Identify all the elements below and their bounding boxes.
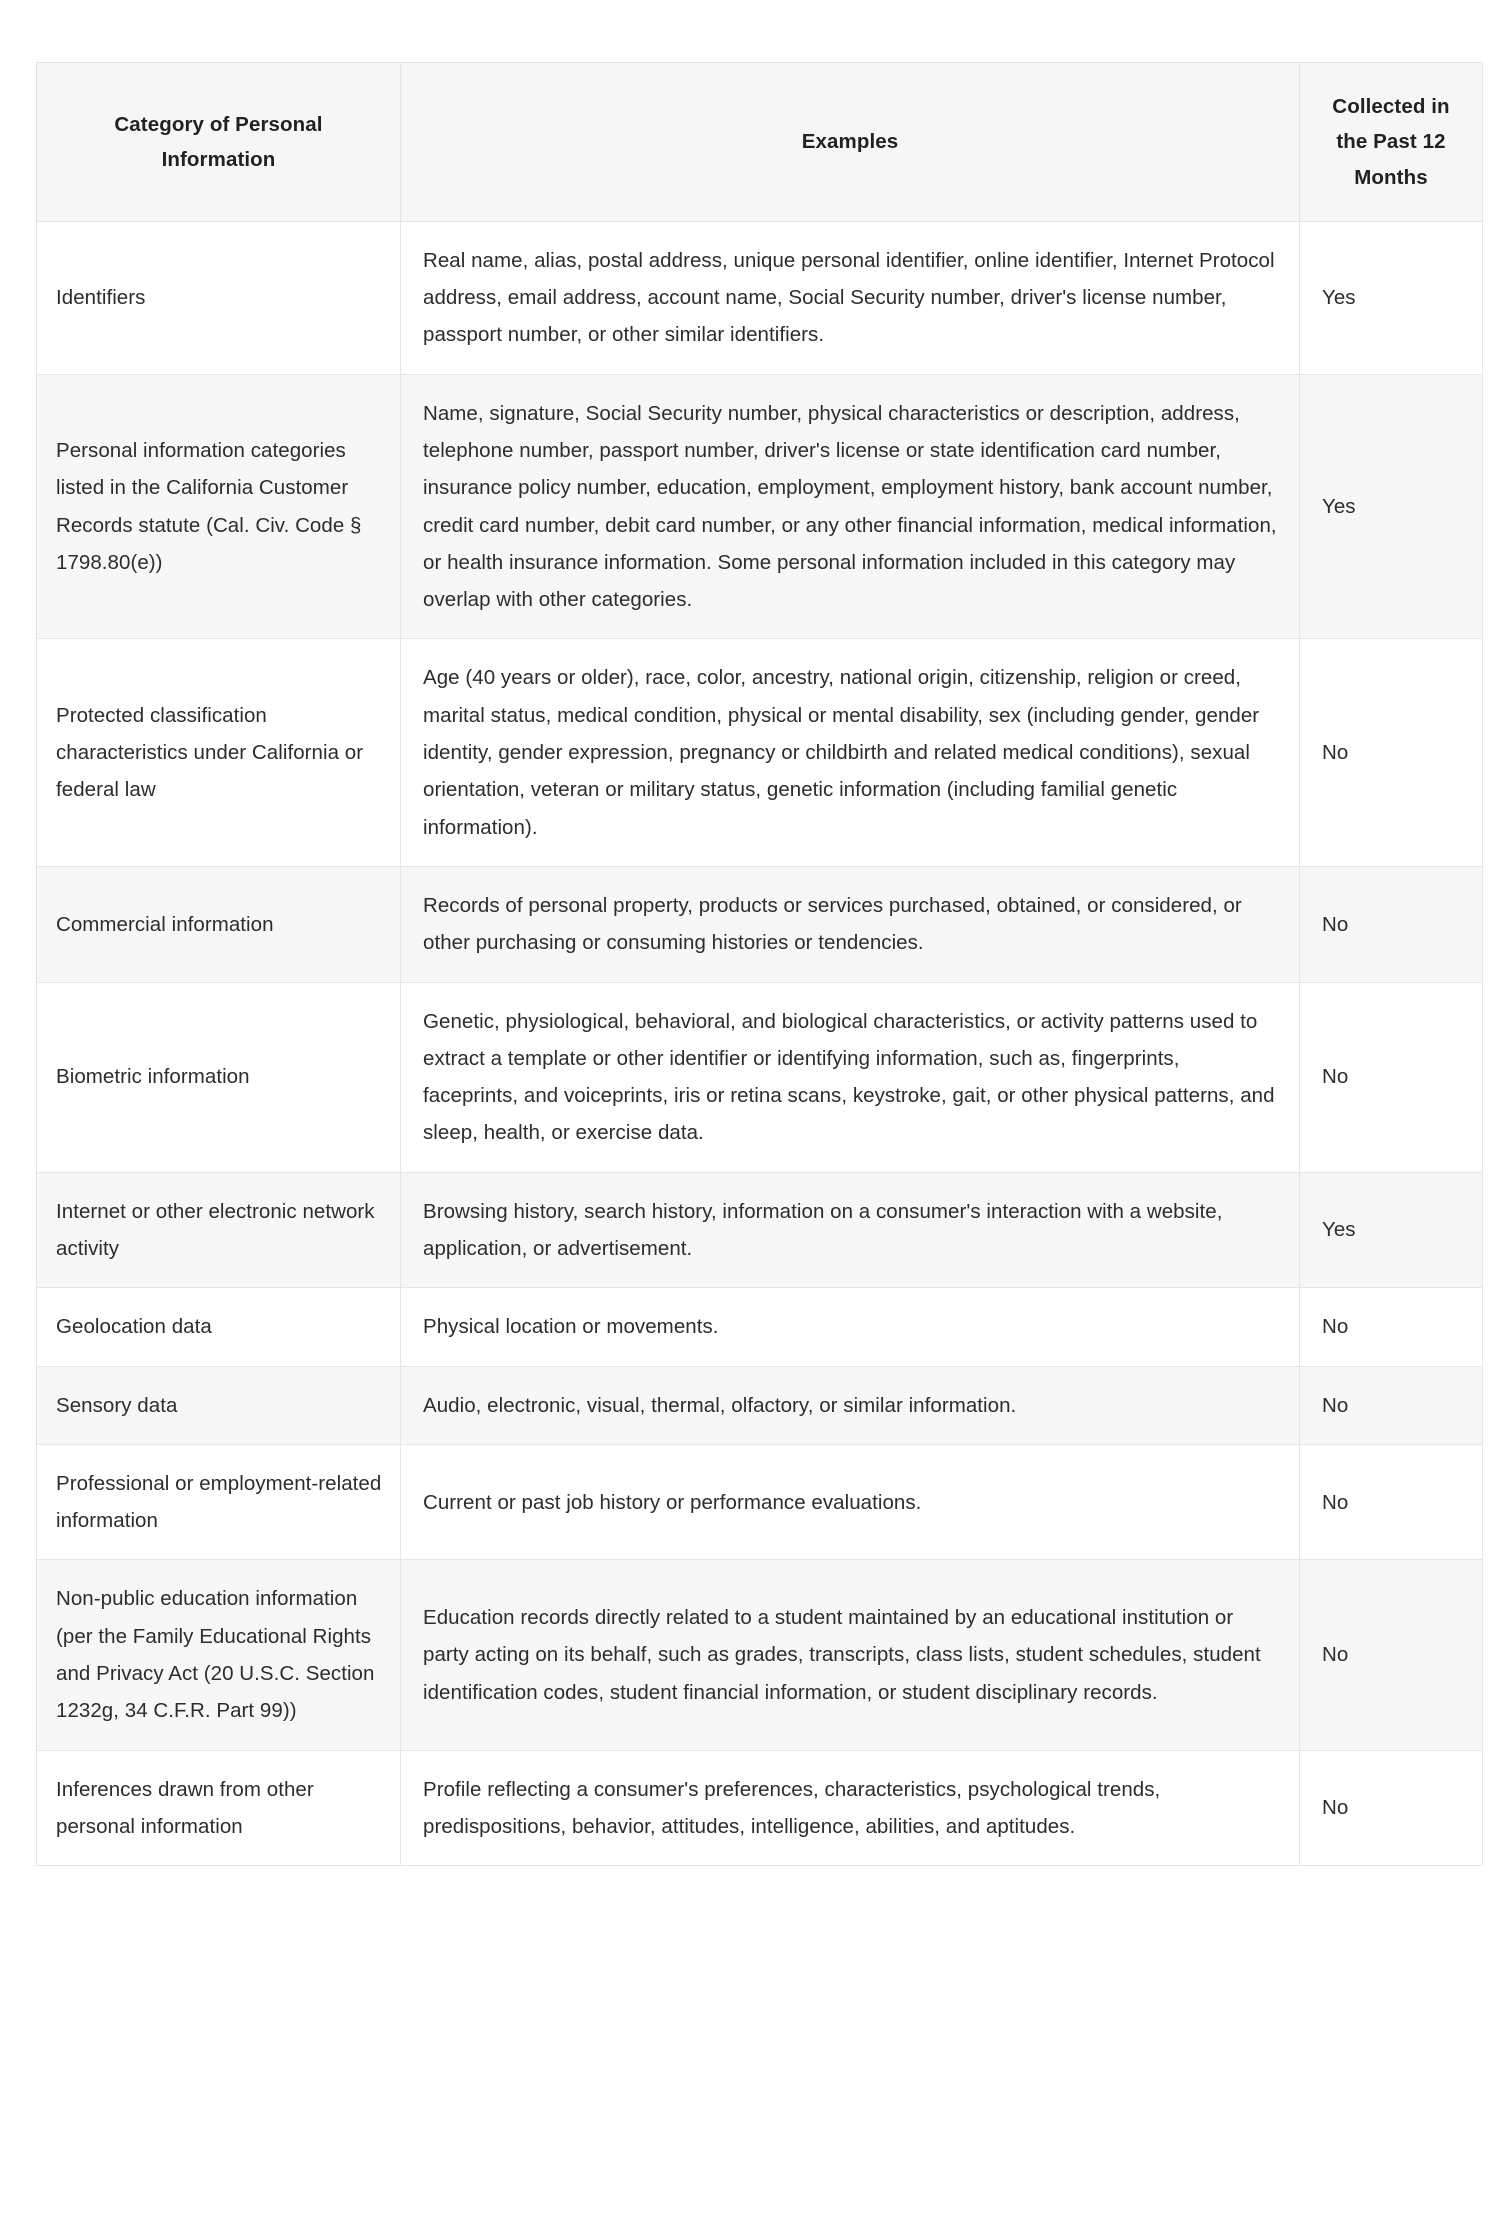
cell-collected-status: No: [1300, 982, 1483, 1172]
table-body: [37, 221, 1483, 1866]
cell-collected-status: Yes: [1300, 374, 1483, 639]
header-row: [37, 63, 1483, 222]
cell-category: Identifiers: [37, 221, 401, 374]
cell-collected-status: No: [1300, 1560, 1483, 1750]
cell-category: Biometric information: [37, 982, 401, 1172]
table-row: [37, 1366, 1483, 1444]
cell-examples: Current or past job history or performance evaluations.: [401, 1444, 1300, 1560]
cell-category: Sensory data: [37, 1366, 401, 1444]
cell-collected-status: No: [1300, 1444, 1483, 1560]
table-row: [37, 866, 1483, 982]
cell-collected-status: Yes: [1300, 221, 1483, 374]
table-row: [37, 1288, 1483, 1366]
column-header-collected: Collected in the Past 12 Months: [1300, 63, 1483, 222]
cell-category: Geolocation data: [37, 1288, 401, 1366]
cell-category: Internet or other electronic network activity: [37, 1172, 401, 1288]
table-header: [37, 63, 1483, 222]
column-header-examples: Examples: [401, 63, 1300, 222]
table-row: [37, 1444, 1483, 1560]
cell-collected-status: No: [1300, 1750, 1483, 1866]
table-row: [37, 639, 1483, 866]
cell-examples: Profile reflecting a consumer's preferences, characteristics, psychological trends, predispositions, behavior, attitudes, intelligence, abilities, and aptitudes.: [401, 1750, 1300, 1866]
cell-category: Commercial information: [37, 866, 401, 982]
table-row: [37, 221, 1483, 374]
cell-examples: Genetic, physiological, behavioral, and biological characteristics, or activity patterns used to extract a template or other identifier or identifying information, such as, fingerprints, faceprints, and voiceprints, iris or retina scans, keystroke, gait, or other physical patterns, and sleep, health, or exercise data.: [401, 982, 1300, 1172]
cell-examples: Records of personal property, products or services purchased, obtained, or considered, or other purchasing or consuming histories or tendencies.: [401, 866, 1300, 982]
cell-category: Personal information categories listed in the California Customer Records statute (Cal. Civ. Code § 1798.80(e)): [37, 374, 401, 639]
table-row: [37, 982, 1483, 1172]
table-row: [37, 1172, 1483, 1288]
cell-examples: Physical location or movements.: [401, 1288, 1300, 1366]
cell-examples: Audio, electronic, visual, thermal, olfactory, or similar information.: [401, 1366, 1300, 1444]
cell-examples: Education records directly related to a student maintained by an educational institution or party acting on its behalf, such as grades, transcripts, class lists, student schedules, student identification codes, student financial information, or student disciplinary records.: [401, 1560, 1300, 1750]
table-row: [37, 374, 1483, 639]
cell-examples: Age (40 years or older), race, color, ancestry, national origin, citizenship, religion or creed, marital status, medical condition, physical or mental disability, sex (including gender, gender identity, gender expression, pregnancy or childbirth and related medical conditions), sexual orientation, veteran or military status, genetic information (including familial genetic information).: [401, 639, 1300, 866]
cell-examples: Name, signature, Social Security number, physical characteristics or description, address, telephone number, passport number, driver's license or state identification card number, insurance policy number, education, employment, employment history, bank account number, credit card number, debit card number, or any other financial information, medical information, or health insurance information. Some personal information included in this category may overlap with other categories.: [401, 374, 1300, 639]
cell-examples: Browsing history, search history, information on a consumer's interaction with a website, application, or advertisement.: [401, 1172, 1300, 1288]
cell-examples: Real name, alias, postal address, unique personal identifier, online identifier, Internet Protocol address, email address, account name, Social Security number, driver's license number, passport number, or other similar identifiers.: [401, 221, 1300, 374]
cell-category: Inferences drawn from other personal information: [37, 1750, 401, 1866]
table-row: [37, 1560, 1483, 1750]
cell-collected-status: No: [1300, 639, 1483, 866]
table-row: [37, 1750, 1483, 1866]
cell-collected-status: No: [1300, 866, 1483, 982]
cell-category: Protected classification characteristics under California or federal law: [37, 639, 401, 866]
column-header-category: Category of Personal Information: [37, 63, 401, 222]
cell-collected-status: No: [1300, 1288, 1483, 1366]
cell-category: Professional or employment-related information: [37, 1444, 401, 1560]
cell-collected-status: No: [1300, 1366, 1483, 1444]
personal-information-table: [36, 62, 1483, 1866]
cell-collected-status: Yes: [1300, 1172, 1483, 1288]
cell-category: Non-public education information (per the Family Educational Rights and Privacy Act (20 U.S.C. Section 1232g, 34 C.F.R. Part 99)): [37, 1560, 401, 1750]
